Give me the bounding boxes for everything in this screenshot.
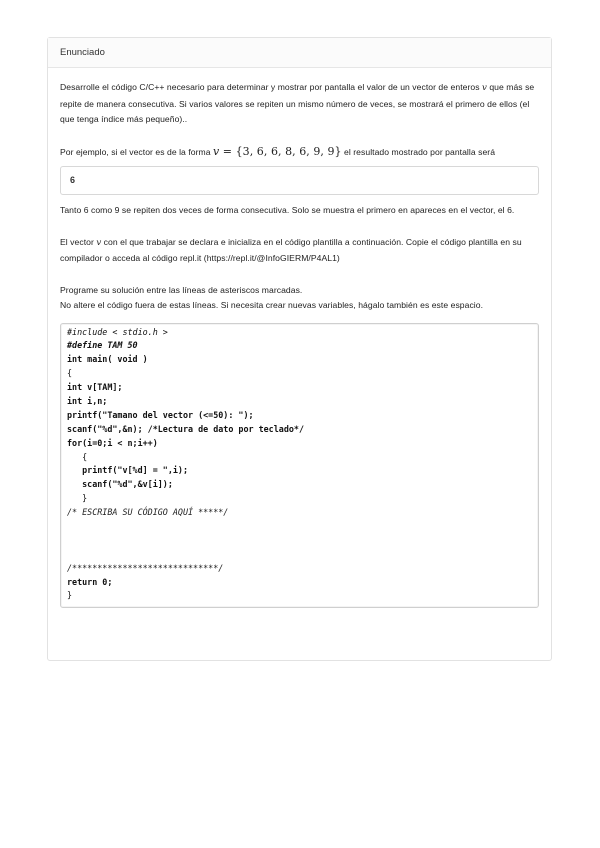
template-text-b: con el que trabajar se declara e inicializa en el código plantilla a continuación. Copie el código plantilla en su compilador o acceda al código repl.it (https://repl.it/@InfoGIERM/P4AL1) [60, 236, 522, 263]
code-line: { [67, 368, 73, 379]
code-line [67, 520, 532, 534]
paragraph-example [60, 144, 539, 161]
vector-variable-2: v [96, 237, 102, 248]
card-header: Enunciado [48, 38, 551, 68]
template-text-a: El vector [60, 236, 97, 247]
code-line: /*****************************/ [67, 562, 224, 573]
instructions-line-2: No altere el código fuera de estas líneas. Si necesita crear nuevas variables, hágalo también es este espacio. [60, 300, 484, 310]
code-line [67, 548, 532, 562]
code-line: int main( void ) [67, 354, 148, 365]
code-line: { [67, 451, 88, 462]
example-output-value: 6 [70, 175, 76, 185]
paragraph-description [60, 80, 539, 128]
example-vector-math: v = {3, 6, 6, 8, 6, 9, 9} [212, 144, 342, 158]
code-line: scanf("%d",&v[i]); [67, 479, 173, 490]
code-line: for(i=0;i < n;i++) [67, 437, 158, 448]
example-output-box [60, 166, 539, 195]
code-line: scanf("%d",&n); /*Lectura de dato por teclado*/ [67, 423, 304, 434]
desc-text-b: que más se repite de manera consecutiva. Si varios valores se repiten un mismo número de veces, se mostrará el primero de ellos (el que tenga índice más pequeño).. [60, 82, 535, 124]
paragraph-template-info [60, 235, 539, 267]
example-text-a: Por ejemplo, si el vector es de la forma [60, 146, 213, 157]
code-line: #define TAM 50 [67, 340, 138, 351]
code-line: printf("v[%d] = ",i); [67, 465, 189, 476]
code-line: } [67, 493, 88, 504]
code-line: } [67, 590, 73, 601]
code-line: printf("Tamano del vector (<=50): "); [67, 409, 254, 420]
instructions-line-1: Programe su solución entre las líneas de asteriscos marcadas. [60, 284, 303, 295]
paragraph-explanation: Tanto 6 como 9 se repiten dos veces de forma consecutiva. Solo se muestra el primero en apareces en el vector, el 6. [60, 205, 515, 215]
vector-variable: v [481, 83, 487, 93]
code-line: return 0; [67, 576, 113, 587]
example-text-b: el resultado mostrado por pantalla será [341, 146, 496, 157]
code-line: /* ESCRIBA SU CÓDIGO AQUÍ *****/ [67, 507, 229, 518]
code-line [67, 534, 532, 548]
code-line: #include < stdio.h > [67, 326, 168, 337]
statement-body [48, 80, 551, 608]
code-line: int v[TAM]; [67, 382, 123, 393]
code-line: int i,n; [67, 395, 108, 406]
statement-card [47, 37, 552, 661]
code-template-box[interactable] [60, 323, 539, 608]
paragraph-instructions [60, 283, 539, 314]
desc-text-a: Desarrolle el código C/C++ necesario para determinar y mostrar por pantalla el valor de un vector de enteros [60, 82, 482, 92]
